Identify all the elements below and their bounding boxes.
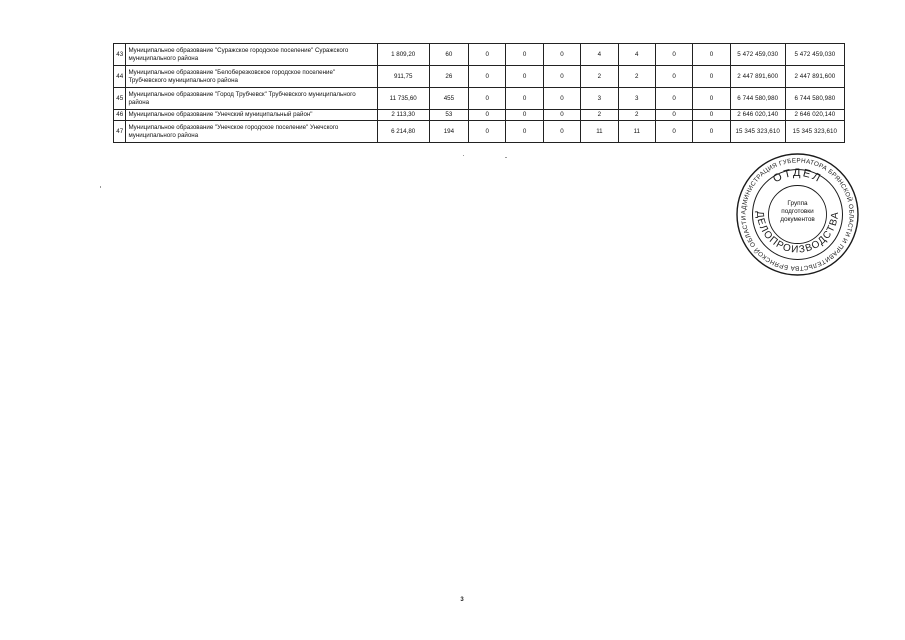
count-cell: 0 <box>543 121 580 143</box>
row-number-cell: 44 <box>114 66 126 88</box>
count-cell: 0 <box>469 110 506 121</box>
amount-cell: 5 472 459,030 <box>730 44 785 66</box>
row-number-cell: 47 <box>114 121 126 143</box>
table-row <box>114 110 845 121</box>
count-cell: 0 <box>543 44 580 66</box>
count-cell: 0 <box>693 110 730 121</box>
count-cell: 2 <box>618 110 655 121</box>
amount-cell: 5 472 459,030 <box>785 44 844 66</box>
count-cell: 0 <box>693 44 730 66</box>
scan-mark <box>100 186 101 188</box>
area-cell: 2 113,30 <box>377 110 429 121</box>
office-stamp <box>735 152 860 277</box>
count-cell: 0 <box>543 110 580 121</box>
count-cell: 0 <box>655 88 692 110</box>
count-cell: 0 <box>543 88 580 110</box>
area-cell: 911,75 <box>377 66 429 88</box>
row-number-cell: 46 <box>114 110 126 121</box>
count-cell: 0 <box>543 66 580 88</box>
stamp-center-line: подготовки <box>781 208 814 215</box>
municipality-name-cell: Муниципальное образование "Суражское городское поселение" Суражского муниципального района <box>126 44 377 66</box>
count-cell: 3 <box>618 88 655 110</box>
count-cell: 0 <box>655 44 692 66</box>
count-cell: 3 <box>581 88 618 110</box>
count-cell: 0 <box>469 66 506 88</box>
municipality-name-cell: Муниципальное образование "Город Трубчевск" Трубчевского муниципального района <box>126 88 377 110</box>
count-cell: 0 <box>506 121 543 143</box>
count-cell: 53 <box>429 110 468 121</box>
scan-mark <box>505 157 507 158</box>
table-row <box>114 44 845 66</box>
municipality-name-cell: Муниципальное образование "Унечское городское поселение" Унечского муниципального района <box>126 121 377 143</box>
count-cell: 2 <box>581 110 618 121</box>
scan-mark <box>463 155 464 156</box>
count-cell: 4 <box>581 44 618 66</box>
amount-cell: 2 447 891,600 <box>730 66 785 88</box>
count-cell: 2 <box>581 66 618 88</box>
page-number: 3 <box>460 597 464 603</box>
stamp-center-line: Группа <box>787 200 808 207</box>
count-cell: 11 <box>581 121 618 143</box>
count-cell: 4 <box>618 44 655 66</box>
stamp-inner-ring-bottom: ДЕЛОПРОИЗВОДСТВА <box>753 210 842 256</box>
table-row <box>114 121 845 143</box>
amount-cell: 6 744 580,980 <box>730 88 785 110</box>
area-cell: 11 735,60 <box>377 88 429 110</box>
count-cell: 0 <box>506 110 543 121</box>
count-cell: 60 <box>429 44 468 66</box>
count-cell: 0 <box>693 88 730 110</box>
amount-cell: 2 646 020,140 <box>730 110 785 121</box>
area-cell: 1 809,20 <box>377 44 429 66</box>
stamp-center-line: документов <box>780 216 815 223</box>
amount-cell: 2 447 891,600 <box>785 66 844 88</box>
count-cell: 0 <box>693 66 730 88</box>
count-cell: 194 <box>429 121 468 143</box>
count-cell: 0 <box>469 44 506 66</box>
amount-cell: 15 345 323,610 <box>785 121 844 143</box>
count-cell: 0 <box>469 88 506 110</box>
count-cell: 0 <box>655 110 692 121</box>
count-cell: 11 <box>618 121 655 143</box>
row-number-cell: 43 <box>114 44 126 66</box>
amount-cell: 2 646 020,140 <box>785 110 844 121</box>
municipality-name-cell: Муниципальное образование "Белоберезковское городское поселение" Трубчевского муниципального района <box>126 66 377 88</box>
stamp-inner-ring-top: ОТДЕЛ <box>771 166 824 186</box>
count-cell: 0 <box>506 44 543 66</box>
row-number-cell: 45 <box>114 88 126 110</box>
count-cell: 26 <box>429 66 468 88</box>
municipality-name-cell: Муниципальное образование "Унечский муниципальный район" <box>126 110 377 121</box>
data-table <box>113 43 845 143</box>
amount-cell: 6 744 580,980 <box>785 88 844 110</box>
stamp-outer-ring-text: АДМИНИСТРАЦИЯ ГУБЕРНАТОРА БРЯНСКОЙ ОБЛАСТИ И ПРАВИТЕЛЬСТВА БРЯНСКОЙ ОБЛАСТИ <box>740 157 855 272</box>
table-body <box>114 44 845 143</box>
count-cell: 0 <box>655 121 692 143</box>
count-cell: 2 <box>618 66 655 88</box>
table-row <box>114 66 845 88</box>
count-cell: 0 <box>693 121 730 143</box>
count-cell: 455 <box>429 88 468 110</box>
area-cell: 6 214,80 <box>377 121 429 143</box>
amount-cell: 15 345 323,610 <box>730 121 785 143</box>
count-cell: 0 <box>506 66 543 88</box>
count-cell: 0 <box>469 121 506 143</box>
count-cell: 0 <box>655 66 692 88</box>
table-row <box>114 88 845 110</box>
count-cell: 0 <box>506 88 543 110</box>
svg-text:ОТДЕЛ <box>771 167 824 185</box>
